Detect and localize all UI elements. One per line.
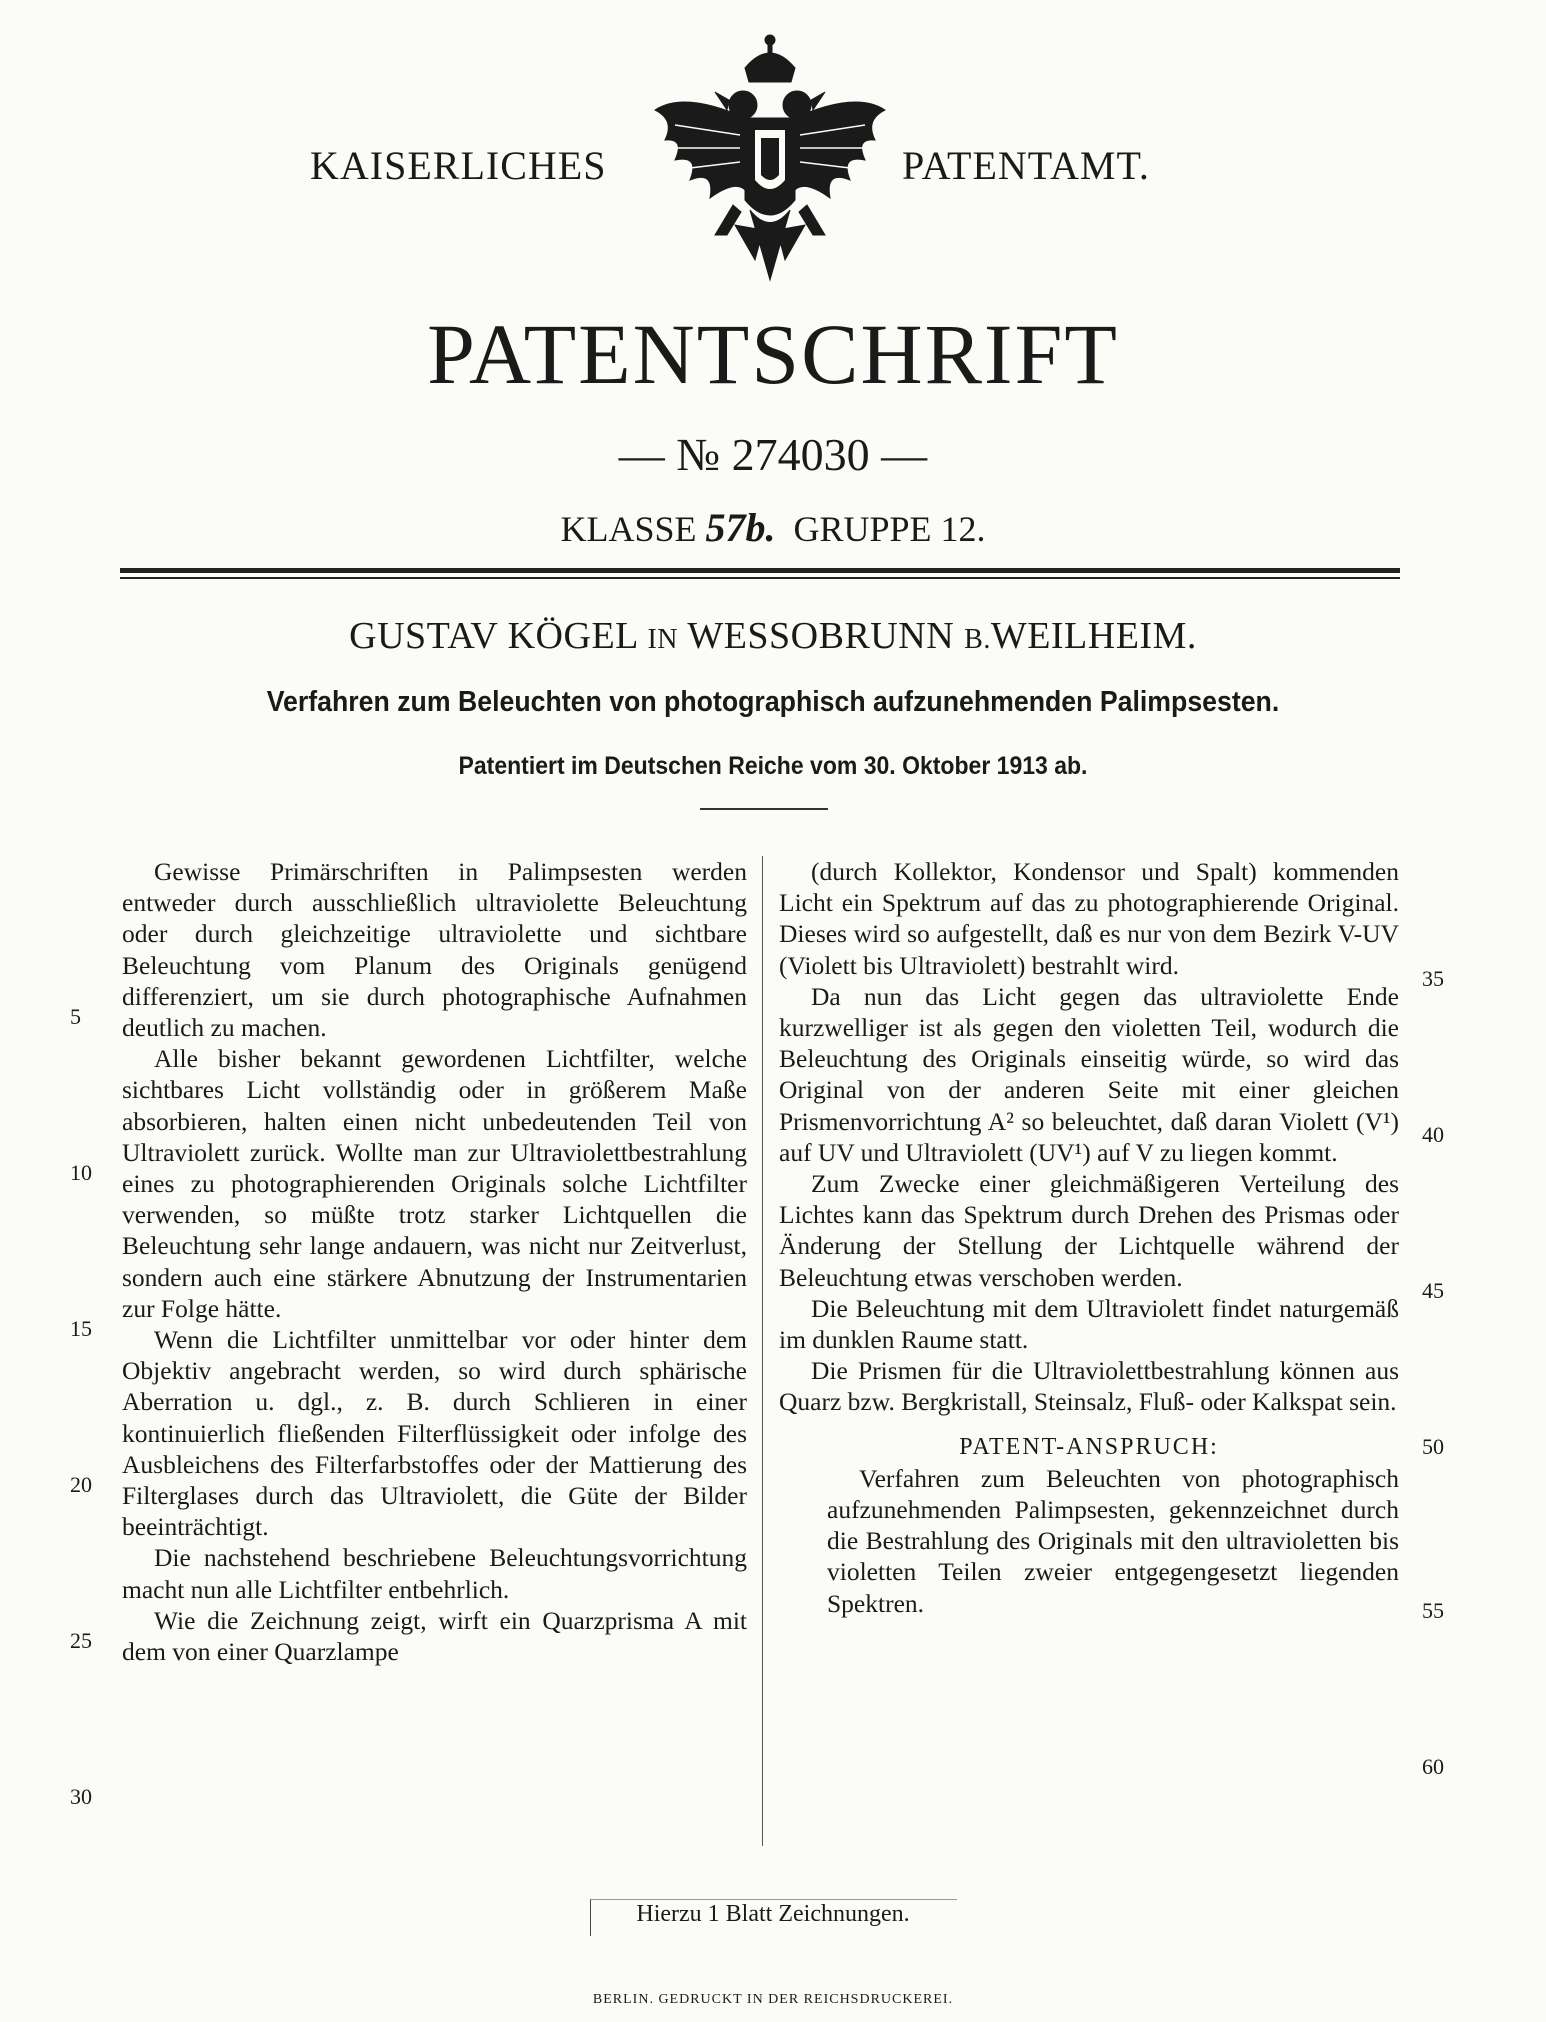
claim-heading: PATENT-ANSPRUCH:: [959, 1433, 1219, 1460]
left-paragraph-5: Wie die Zeichnung zeigt, wirft ein Quarzprisma A mit dem von einer Quarzlampe: [122, 1605, 747, 1667]
double-rule-top: [120, 568, 1400, 573]
short-divider: [700, 808, 828, 810]
column-divider: [762, 856, 763, 1846]
left-paragraph-1: Gewisse Primärschriften in Palimpsesten werden entweder durch ausschließlich ultraviolette Beleuchtung oder durch gleichzeitige ultraviolette und sichtbare Beleuchtung vom Planum des Originals genügend differenziert, um sie durch photographische Aufnahmen deutlich zu machen.: [122, 857, 747, 1043]
office-name-left: KAISERLICHES: [310, 143, 607, 188]
right-column: [779, 856, 1399, 1619]
claim-text: Verfahren zum Beleuchten von photographisch aufzunehmenden Palimpsesten, gekennzeichnet durch die Bestrahlung des Originals mit den ultravioletten bis violetten Teilen zweier entgegengesetzt liegenden Spektren.: [827, 1463, 1399, 1618]
patent-subtitle: Verfahren zum Beleuchten von photographisch aufzunehmenden Palimpsesten.: [266, 686, 1280, 718]
right-paragraph-1: (durch Kollektor, Kondensor und Spalt) kommenden Licht ein Spektrum auf das zu photographierende Original. Dieses wird so aufgestellt, daß es nur von dem Bezirk V-UV (Violett bis Ultraviolett) bestrahlt wird.: [779, 857, 1399, 980]
line-number-right: 60: [1422, 1754, 1444, 1779]
left-paragraph-4: Die nachstehend beschriebene Beleuchtungsvorrichtung macht nun alle Lichtfilter entbehrlich.: [122, 1543, 747, 1604]
line-number-right: 35: [1422, 966, 1444, 991]
printer-imprint: BERLIN. GEDRUCKT IN DER REICHSDRUCKEREI.: [592, 1992, 954, 2007]
inventor-in: IN: [647, 624, 678, 655]
line-number-right: 45: [1422, 1278, 1444, 1303]
line-number-right: 50: [1422, 1434, 1444, 1459]
imperial-eagle-emblem: [645, 30, 895, 300]
right-paragraph-5: Die Prismen für die Ultraviolettbestrahlung können aus Quarz bzw. Bergkristall, Steinsalz, Fluß- oder Kalkspat sein.: [779, 1356, 1399, 1417]
klasse-value: 57b.: [705, 505, 776, 550]
line-number-right: 55: [1422, 1598, 1444, 1623]
line-number-left: 5: [70, 1004, 81, 1029]
inventor-b: B.: [964, 624, 991, 655]
line-number-left: 10: [70, 1160, 92, 1185]
patent-number: — № 274030 —: [618, 429, 928, 480]
classification: [0, 504, 1546, 551]
gruppe-label: GRUPPE 12.: [793, 509, 986, 549]
inventor-line: [0, 614, 1546, 658]
line-number-left: 25: [70, 1628, 92, 1653]
line-number-left: 15: [70, 1316, 92, 1341]
drawings-note: Hierzu 1 Blatt Zeichnungen.: [636, 1901, 910, 1927]
line-number-left: 30: [70, 1784, 92, 1809]
patented-date: Patentiert im Deutschen Reiche vom 30. Oktober 1913 ab.: [458, 752, 1088, 780]
line-number-left: 20: [70, 1472, 92, 1497]
double-rule-bottom: [120, 577, 1400, 579]
line-number-right: 40: [1422, 1122, 1444, 1147]
left-column: [122, 856, 747, 1667]
office-name-right: PATENTAMT.: [902, 143, 1150, 188]
right-paragraph-4: Die Beleuchtung mit dem Ultraviolett findet naturgemäß im dunklen Raume statt.: [779, 1293, 1399, 1355]
left-paragraph-3: Wenn die Lichtfilter unmittelbar vor oder hinter dem Objektiv angebracht werden, so wird durch sphärische Aberration u. dgl., z. B. durch Schlieren in einer kontinuierlich fließenden Filterflüssigkeit oder infolge des Ausbleichens des Filterfarbstoffes oder der Mattierung des Filterglases durch das Ultraviolett, die Güte der Bilder beeinträchtigt.: [122, 1325, 747, 1542]
inventor-place: WESSOBRUNN: [687, 615, 955, 657]
inventor-near: WEILHEIM.: [990, 615, 1197, 657]
inventor-name: GUSTAV KÖGEL: [349, 615, 638, 657]
klasse-label: KLASSE: [560, 509, 697, 549]
left-paragraph-2: Alle bisher bekannt gewordenen Lichtfilter, welche sichtbares Licht vollständig oder in größerem Maße absorbieren, halten einen nicht unbedeutenden Teil von Ultraviolett zurück. Wollte man zur Ultraviolettbestrahlung eines zu photographierenden Originals solche Lichtfilter verwenden, so müßte trotz starker Lichtquellen die Beleuchtung sehr lange andauern, was nicht nur Zeitverlust, sondern auch eine stärkere Abnutzung der Instrumentarien zur Folge hätte.: [122, 1044, 747, 1323]
right-paragraph-2: Da nun das Licht gegen das ultraviolette Ende kurzwelliger ist als gegen den violetten Teil, wodurch die Beleuchtung des Originals einseitig würde, so wird das Original von der anderen Seite mit einer gleichen Prismenvorrichtung A² so beleuchtet, daß daran Violett (V¹) auf UV und Ultraviolett (UV¹) auf V zu liegen kommt.: [779, 981, 1399, 1167]
document-title: PATENTSCHRIFT: [427, 306, 1119, 402]
right-paragraph-3: Zum Zwecke einer gleichmäßigeren Verteilung des Lichtes kann das Spektrum durch Drehen des Prismas oder Änderung der Stellung der Lichtquelle während der Beleuchtung etwas verschoben werden.: [779, 1169, 1399, 1292]
